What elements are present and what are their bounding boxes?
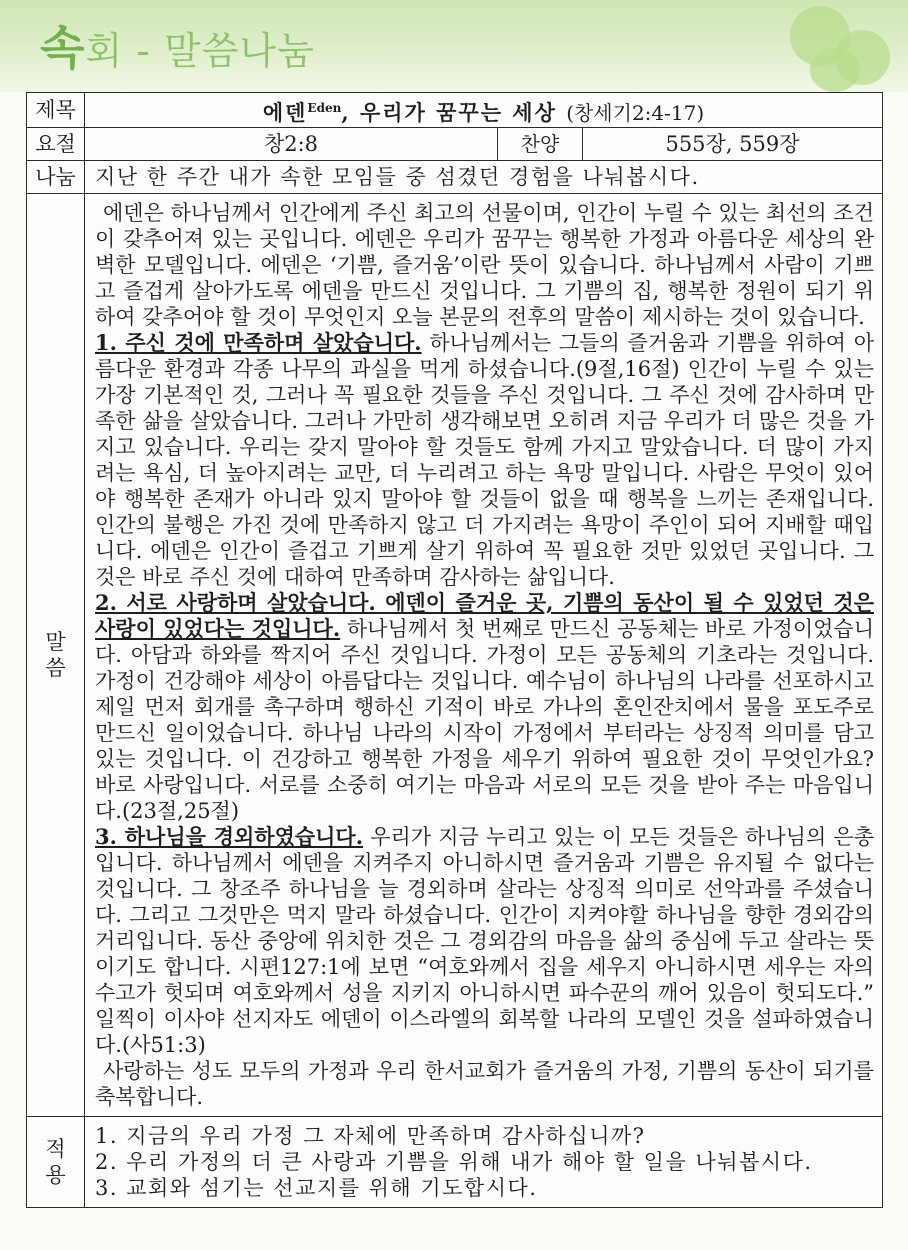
hymn-label: 찬양 bbox=[498, 128, 583, 161]
share-row bbox=[27, 161, 883, 194]
apply-label bbox=[27, 1117, 85, 1208]
sermon-intro: 에덴은 하나님께서 인간에게 주신 최고의 선물이며, 인간이 누릴 수 있는 최선의 조건이 갖추어져 있는 곳입니다. 에덴은 우리가 꿈꾸는 행복한 가정과 아름다운 세상의 완벽한 모델입니다. 에덴은 ‘기쁨, 즐거움’이란 뜻이 있습니다. 하나님께서 사람이 기쁘고 즐겁게 살아가도록 에덴을 만드신 것입니다. 그 기쁨의 집, 행복한 정원이 되기 위하여 갖추어야 할 것이 무엇인지 오늘 본문의 전후의 말씀이 제시하는 것이 있습니다. bbox=[95, 201, 874, 329]
apply-item-3: 3. 교회와 섬기는 선교지를 위해 기도합시다. bbox=[95, 1176, 538, 1200]
sermon-title bbox=[85, 93, 883, 128]
title-main: 에덴 bbox=[262, 99, 308, 125]
title-label: 제목 bbox=[27, 93, 85, 128]
title-reference: (창세기2:4-17) bbox=[566, 100, 705, 125]
header-suffix: 회 - 말씀나눔 bbox=[85, 29, 315, 73]
apply-list bbox=[85, 1117, 883, 1208]
title-row bbox=[27, 93, 883, 128]
word-label-char-1: 말 bbox=[45, 630, 66, 654]
section-1 bbox=[95, 330, 874, 590]
apply-label-char-1: 적 bbox=[45, 1137, 66, 1161]
apply-label-char-2: 용 bbox=[45, 1163, 66, 1187]
section-1-body: 하나님께서는 그들의 즐거움과 기쁨을 위하여 아름다운 환경과 각종 나무의 과실을 먹게 하셨습니다.(9절,16절) 인간이 누릴 수 있는 가장 기본적인 것, 그러나 꼭 필요한 것들을 주신 것입니다. 그 주신 것에 감사하며 만족한 삶을 살았습니다. 그러나 가만히 생각해보면 오히려 지금 우리가 더 많은 것을 가지고 있습니다. 우리는 갖지 말아야 할 것들도 함께 가지고 말았습니다. 더 많이 가지려는 욕심, 더 높아지려는 교만, 더 누리려고 하는 욕망 말입니다. 사람은 무엇이 있어야 행복한 존재가 아니라 있지 말아야 할 것들이 없을 때 행복을 느끼는 존재입니다. 인간의 불행은 가진 것에 만족하지 않고 더 가지려는 욕망이 주인이 되어 지배할 때입니다. 에덴은 인간이 즐겁고 기쁘게 살기 위하여 꼭 필요한 것만 있었던 곳입니다. 그것은 바로 주신 것에 대하여 만족하며 감사하는 삶입니다. bbox=[95, 331, 874, 589]
section-2 bbox=[95, 590, 874, 824]
section-2-body: 하나님께서 첫 번째로 만드신 공동체는 바로 가정이었습니다. 아담과 하와를 짝지어 주신 것입니다. 가정이 모든 공동체의 기초라는 것입니다. 가정이 건강해야 세상이 아름답다는 것입니다. 예수님이 하나님의 나라를 선포하시고 제일 먼저 회개를 촉구하며 행하신 기적이 바로 가나의 혼인잔치에서 물을 포도주로 만드신 일이었습니다. 하나님 나라의 시작이 가정에서 부터라는 상징적 의미를 담고 있는 것입니다. 이 건강하고 행복한 가정을 세우기 위하여 필요한 것이 무엇인가요? 바로 사랑입니다. 서로를 소중히 여기는 마음과 서로의 모든 것을 받아 주는 마음입니다.(23절,25절) bbox=[95, 617, 874, 823]
header-title bbox=[40, 12, 315, 78]
apply-item-2: 2. 우리 가정의 더 큰 사랑과 기쁨을 위해 내가 해야 할 일을 나눠봅시다. bbox=[95, 1150, 813, 1174]
sermon-closing: 사랑하는 성도 모두의 가정과 우리 한서교회가 즐거움의 가정, 기쁨의 동산이 되기를 축복합니다. bbox=[95, 1059, 874, 1109]
section-3-body: 우리가 지금 누리고 있는 이 모든 것들은 하나님의 은총입니다. 하나님께서 에덴을 지켜주지 아니하시면 즐거움과 기쁨은 유지될 수 없다는 것입니다. 그 창조주 하나님을 늘 경외하며 살라는 상징적 의미로 선악과를 주셨습니다. 그리고 그것만은 먹지 말라 하셨습니다. 인간이 지켜야할 하나님을 향한 경외감의 거리입니다. 동산 중앙에 위치한 것은 그 경외감의 마음을 삶의 중심에 두고 살라는 뜻이기도 합니다. 시편127:1에 보면 “여호와께서 집을 세우지 아니하시면 세우는 자의 수고가 헛되며 여호와께서 성을 지키지 아니하시면 파수꾼의 깨어 있음이 헛되도다.” 일찍이 이사야 선지자도 에덴이 이스라엘의 회복할 나라의 모델인 것을 설파하였습니다.(사51:3) bbox=[95, 825, 874, 1057]
apply-item-1: 1. 지금의 우리 가정 그 자체에 만족하며 감사하십니까? bbox=[95, 1124, 646, 1148]
section-3 bbox=[95, 824, 874, 1058]
hymn-numbers: 555장, 559장 bbox=[583, 128, 883, 161]
title-superscript: Eden bbox=[307, 100, 342, 115]
share-text: 지난 한 주간 내가 속한 모임들 중 섬겼던 경험을 나눠봅시다. bbox=[85, 161, 883, 194]
summary-row bbox=[27, 128, 883, 161]
sermon-body bbox=[85, 194, 883, 1117]
section-2-heading: 2. 서로 사랑하며 살았습니다. 에덴이 즐거운 곳, 기쁨의 동산이 될 수 있었던 것은 사랑이 있었다는 것입니다. bbox=[95, 590, 874, 641]
summary-label: 요절 bbox=[27, 128, 85, 161]
word-row bbox=[27, 194, 883, 1117]
apply-row bbox=[27, 1117, 883, 1208]
section-1-heading: 1. 주신 것에 만족하며 살았습니다. bbox=[95, 330, 422, 355]
summary-verse: 창2:8 bbox=[85, 128, 498, 161]
word-label bbox=[27, 194, 85, 1117]
share-label: 나눔 bbox=[27, 161, 85, 194]
section-3-heading: 3. 하나님을 경외하였습니다. bbox=[95, 824, 364, 849]
word-label-char-2: 씀 bbox=[45, 656, 66, 680]
sermon-sheet bbox=[26, 92, 883, 1208]
clover-decoration-3 bbox=[810, 48, 860, 92]
title-rest: , 우리가 꿈꾸는 세상 bbox=[341, 99, 557, 125]
header-prefix: 속 bbox=[40, 21, 86, 75]
